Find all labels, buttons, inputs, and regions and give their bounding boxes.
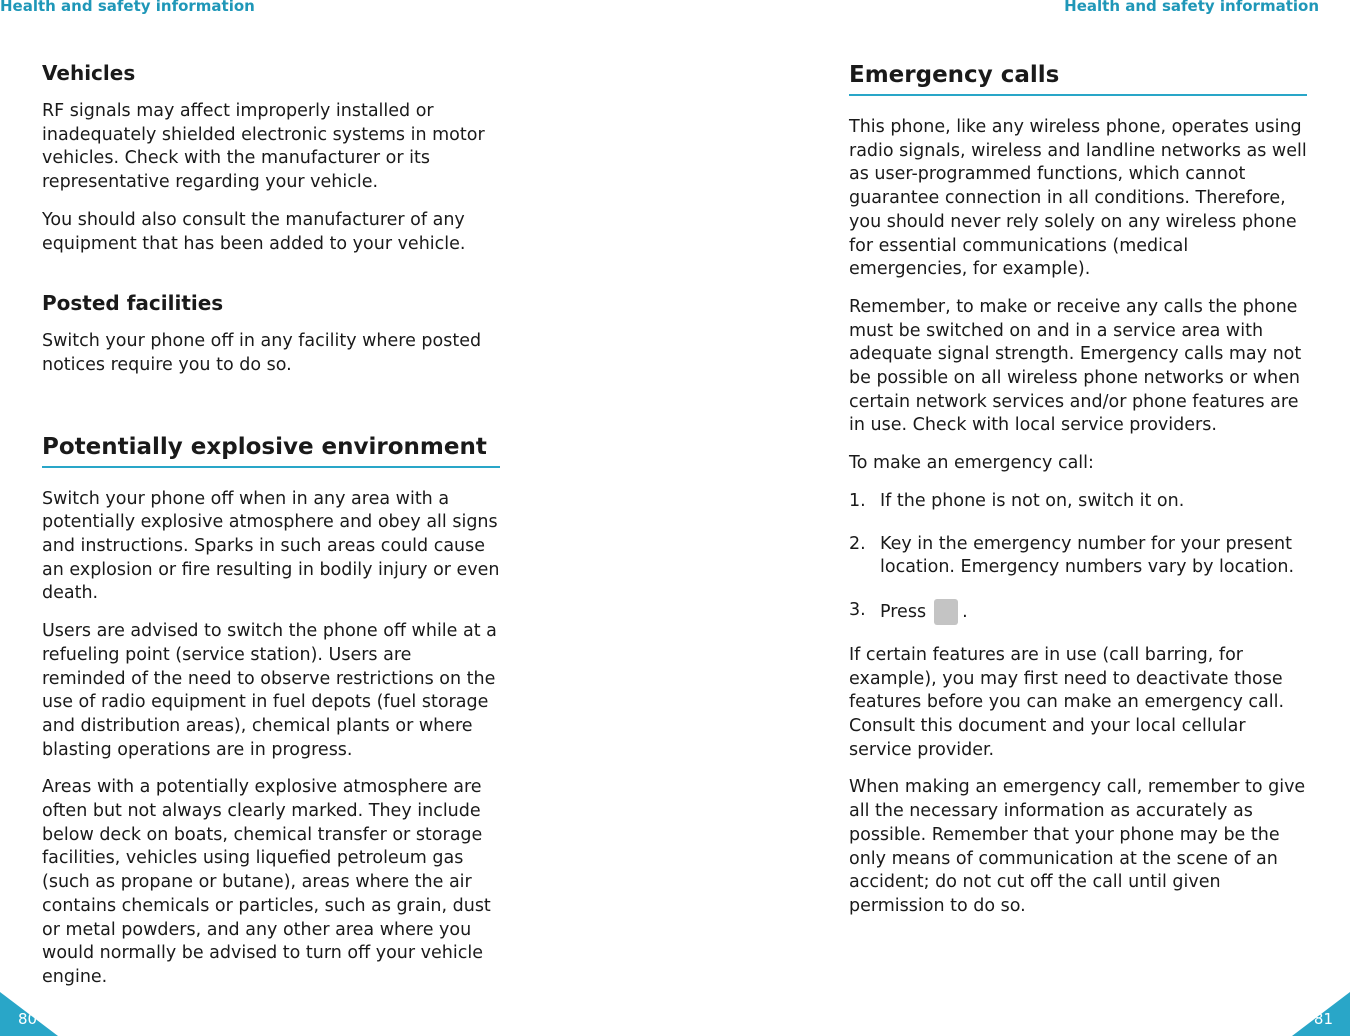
emergency-steps [849, 490, 1307, 625]
vehicles-paragraph-2: You should also consult the manufacturer of any equipment that has been added to your vehicle. [42, 209, 466, 254]
step-punctuation: . [962, 601, 968, 622]
posted-facilities-paragraph: Switch your phone off in any facility where posted notices require you to do so. [42, 331, 482, 375]
emergency-paragraph-5: When making an emergency call, remember to give all the necessary information as accurately as possible. Remember that your phone may be the only means of communication at the scene of an accident; do not cut off the call until given permission to do so. [849, 777, 1306, 916]
step-text: If the phone is not on, switch it on. [880, 490, 1185, 511]
left-content [42, 60, 500, 1004]
page-number: 81 [1313, 1010, 1333, 1028]
right-content [849, 60, 1307, 933]
right-page [675, 0, 1350, 1036]
running-head-right: Health and safety information [1064, 0, 1319, 15]
explosive-paragraph-2: Users are advised to switch the phone off while at a refueling point (service station). Users are reminded of the need to observe restrictions on the use of radio equipment in fuel depots (fuel storage and distribution areas), chemical plants or where blasting operations are in progress. [42, 621, 497, 760]
posted-facilities-heading: Posted facilities [42, 291, 224, 316]
emergency-paragraph-4: If certain features are in use (call barring, for example), you may first need to deactivate those features before you can make an emergency call. Consult this document and your local cellular service provider. [849, 644, 1285, 760]
emergency-calls-heading: Emergency calls [849, 60, 1307, 96]
vehicles-paragraph-1: RF signals may affect improperly installed or inadequately shielded electronic systems in motor vehicles. Check with the manufacturer or its representative regarding your vehicle. [42, 101, 485, 193]
step-number: 2. [849, 533, 866, 554]
step-text: Press [880, 601, 927, 622]
page-number: 80 [18, 1010, 38, 1028]
explosive-paragraph-3: Areas with a potentially explosive atmosphere are often but not always clearly marked. They include below deck on boats, chemical transfer or storage facilities, vehicles using liquefied petroleum gas (such as propane or butane), areas where the air contains chemicals or particles, such as grain, dust or metal powders, and any other area where you would normally be advised to turn off your vehicle engine. [42, 777, 491, 987]
explosive-environment-heading: Potentially explosive environment [42, 432, 500, 468]
explosive-paragraph-1: Switch your phone off when in any area with a potentially explosive atmosphere and obey all signs and instructions. Sparks in such areas could cause an explosion or fire resulting in bodily injury or even death. [42, 488, 500, 604]
step-text: Key in the emergency number for your present location. Emergency numbers vary by location. [880, 533, 1295, 578]
step-item [849, 490, 1307, 514]
running-head-left: Health and safety information [0, 0, 255, 15]
emergency-paragraph-2: Remember, to make or receive any calls the phone must be switched on and in a service area with adequate signal strength. Emergency calls may not be possible on all wireless phone networks or when certain network services and/or phone features are in use. Check with local service providers. [849, 296, 1302, 436]
step-number: 3. [849, 599, 866, 620]
emergency-paragraph-1: This phone, like any wireless phone, operates using radio signals, wireless and landline networks as well as user-programmed functions, which cannot guarantee connection in all conditions. Therefore, you should never rely solely on any wireless phone for essential communications (medical emergencies, for example). [849, 117, 1307, 280]
step-number: 1. [849, 490, 866, 511]
emergency-paragraph-3: To make an emergency call: [849, 453, 1094, 474]
step-item [849, 599, 1307, 625]
step-item [849, 533, 1307, 580]
vehicles-heading: Vehicles [42, 61, 136, 85]
send-key-icon [934, 599, 958, 625]
